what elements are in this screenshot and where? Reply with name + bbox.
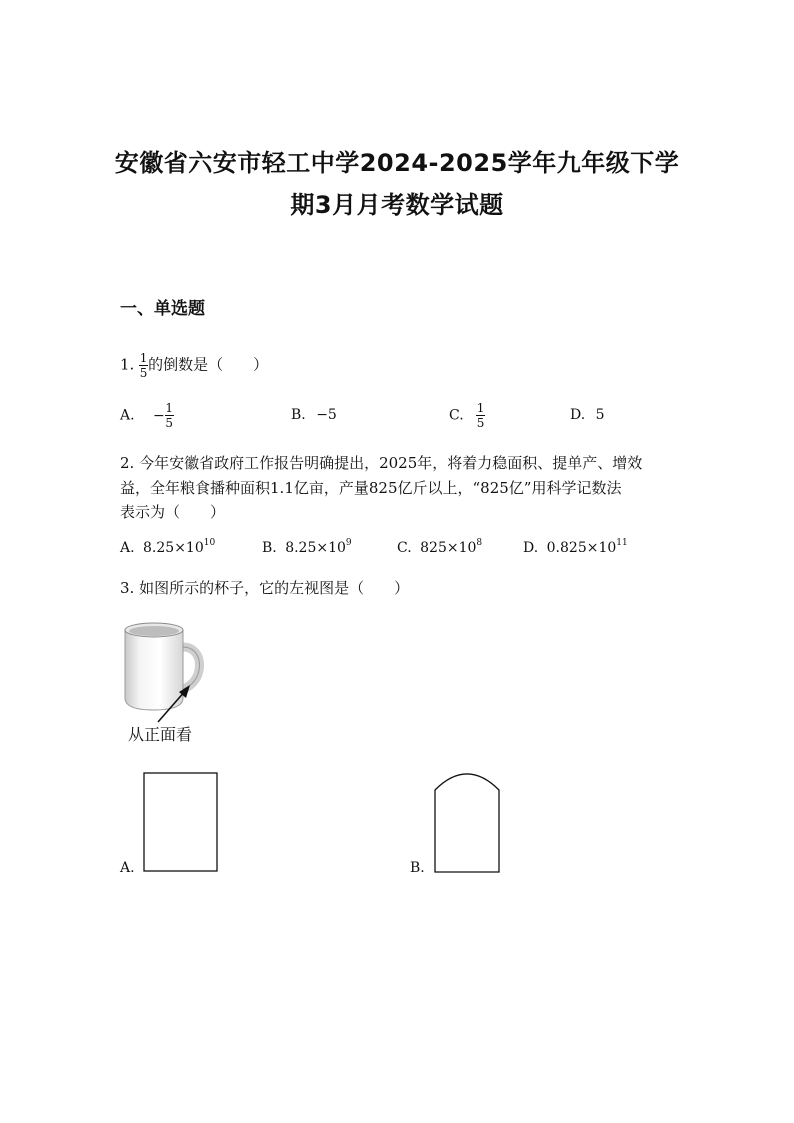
mug-caption: 从正面看 xyxy=(128,725,193,744)
q3-option-a-label[interactable]: A. xyxy=(120,860,135,876)
option-fraction xyxy=(476,402,485,429)
option-base: 825×10 xyxy=(420,540,477,556)
q2-option-b[interactable] xyxy=(262,538,352,556)
question-1-fraction xyxy=(139,352,148,379)
option-exponent: 8 xyxy=(476,538,483,548)
page-title-line2: 期3月月考数学试题 xyxy=(290,191,504,219)
option-value xyxy=(420,540,482,556)
q1-option-a[interactable] xyxy=(120,402,174,429)
option-label: C. xyxy=(449,407,464,424)
fraction-numerator: 1 xyxy=(476,401,485,415)
q1-option-c[interactable] xyxy=(449,402,485,429)
question-3-text: 3. 如图所示的杯子，它的左视图是（ ） xyxy=(120,579,410,597)
fraction-numerator: 1 xyxy=(139,351,148,365)
option-value: −5 xyxy=(316,407,337,423)
fraction-denominator: 5 xyxy=(165,416,174,430)
question-2-line2: 益，全年粮食播种面积1.1亿亩，产量825亿斤以上，“825亿”用科学记数法 xyxy=(120,479,622,497)
section-heading: 一、单选题 xyxy=(120,299,205,319)
option-label: A. xyxy=(120,407,135,424)
option-fraction xyxy=(165,402,174,429)
option-label: B. xyxy=(262,540,277,556)
option-label: C. xyxy=(397,540,412,556)
option-base: 0.825×10 xyxy=(546,540,617,556)
question-1-number: 1. xyxy=(120,355,135,374)
q3-option-b-figure xyxy=(433,770,501,874)
option-exponent: 11 xyxy=(616,538,628,548)
q1-option-d[interactable] xyxy=(570,407,605,423)
mug-interior xyxy=(129,626,179,636)
option-label: D. xyxy=(523,540,539,556)
q3-option-b-label[interactable]: B. xyxy=(410,860,425,876)
question-1 xyxy=(120,352,268,379)
option-exponent: 9 xyxy=(345,538,352,548)
option-label: D. xyxy=(570,407,586,423)
question-2-line1: 2. 今年安徽省政府工作报告明确提出，2025年，将着力稳面积、提单产、增效 xyxy=(120,454,643,472)
option-value xyxy=(285,540,351,556)
option-value xyxy=(547,540,628,556)
option-base: 8.25×10 xyxy=(285,540,346,556)
option-value xyxy=(143,540,215,556)
option-exponent: 10 xyxy=(203,538,216,548)
option-value: 5 xyxy=(595,407,605,423)
question-2-line3: 表示为（ ） xyxy=(120,503,226,521)
q2-option-c[interactable] xyxy=(397,538,482,556)
option-label: A. xyxy=(120,540,135,556)
q1-option-b[interactable] xyxy=(291,407,337,423)
fraction-denominator: 5 xyxy=(476,416,485,430)
fraction-numerator: 1 xyxy=(165,401,174,415)
view-arrow-icon xyxy=(150,682,200,727)
option-base: 8.25×10 xyxy=(143,540,204,556)
q2-option-a[interactable] xyxy=(120,538,215,556)
fraction-denominator: 5 xyxy=(139,366,148,380)
rectangle-shape xyxy=(144,773,217,871)
option-sign: − xyxy=(153,407,165,424)
q3-option-a-figure xyxy=(143,772,219,874)
question-1-text: 的倒数是（ ） xyxy=(148,355,269,374)
q2-option-d[interactable] xyxy=(523,538,628,556)
page-title-line1: 安徽省六安市轻工中学2024-2025学年九年级下学 xyxy=(114,149,680,177)
arched-shape xyxy=(435,774,499,872)
option-label: B. xyxy=(291,407,306,423)
